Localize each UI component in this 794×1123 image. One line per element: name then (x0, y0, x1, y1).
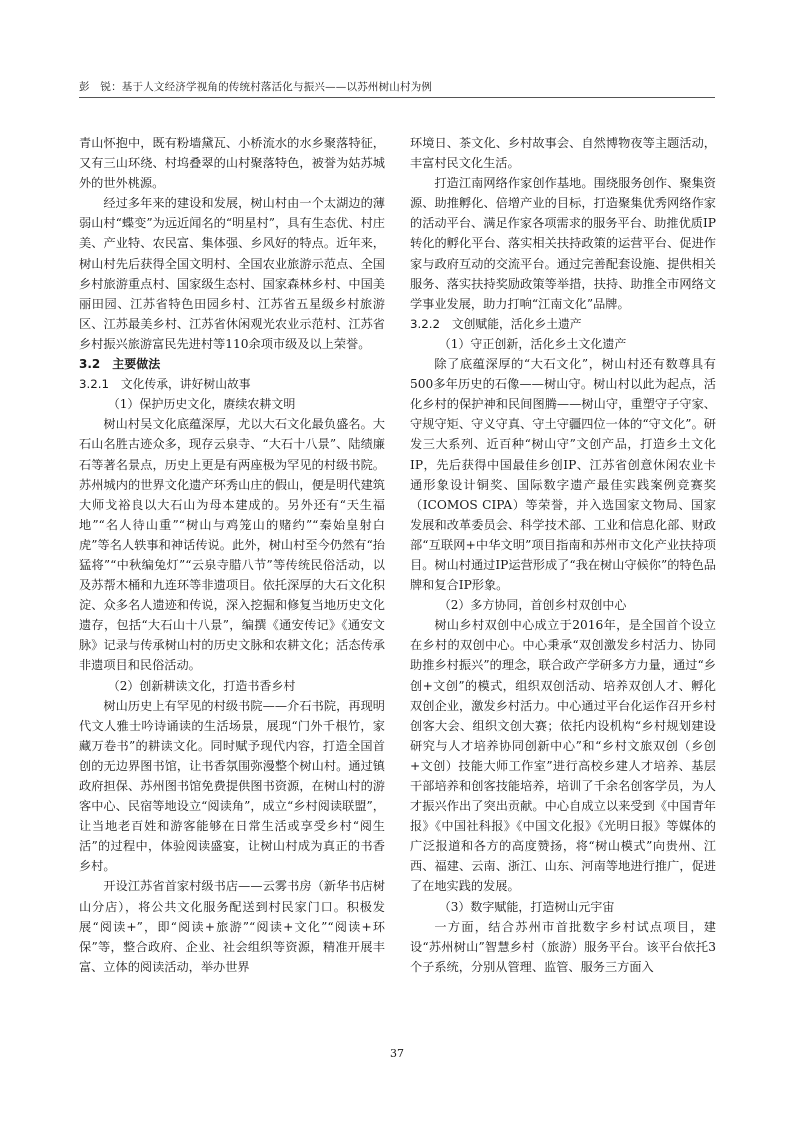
right-column (410, 133, 716, 977)
header-divider (79, 97, 715, 98)
paragraph: 一方面，结合苏州市首批数字乡村试点项目，建设“苏州树山”智慧乡村（旅游）服务平台。该平台依托3个子系统，分别从管理、监管、服务三方面入 (410, 919, 716, 974)
paragraph: 树山乡村双创中心成立于2016年，是全国首个设立在乡村的双创中心。中心秉承“双创激发乡村活力、协同助推乡村振兴”的理念，联合政产学研多方力量，通过“乡创+文创”的模式，组织双创活动、培养双创人才、孵化双创企业，激发乡村活力。中心通过平台化运作召开乡村创客大会、组织文创大赛；依托内设机构“乡村规划建设研究与人才培养协同创新中心”和“乡村文旅双创（乡创+文创）技能大师工作室”进行高校乡建人才培养、基层干部培养和创客技能培养，培训了千余名创客学员，为人才振兴作出了突出贡献。中心自成立以来受到《中国青年报》《中国社科报》《中国文化报》《光明日报》等媒体的广泛报道和各方的高度赞扬，将“树山模式”向贵州、江西、福建、云南、浙江、山东、河南等地进行推广，促进了在地实践的发展。 (410, 618, 716, 894)
subsection-heading: 3.2.2 文创赋能，活化乡土遗产 (410, 316, 582, 331)
page-number: 37 (390, 1047, 404, 1060)
item-heading: （1）守正创新，活化乡土文化遗产 (438, 336, 627, 351)
paragraph: 青山怀抱中，既有粉墙黛瓦、小桥流水的水乡聚落特征，又有三山环绕、村坞叠翠的山村聚落特色，被誉为姑苏城外的世外桃源。 (79, 136, 385, 191)
section-heading: 3.2 主要做法 (79, 357, 161, 372)
running-header: 彭 锐：基于人文经济学视角的传统村落活化与振兴——以苏州树山村为例 (79, 81, 433, 93)
paragraph: 开设江苏省首家村级书店——云雾书房（新华书店树山分店），将公共文化服务配送到村民家门口。积极发展“阅读+”，即“阅读+旅游”“阅读+文化”“阅读+环保”等，整合政府、企业、社会组织等资源，精准开展丰富、立体的阅读活动，举办世界 (79, 879, 385, 974)
paragraph: 树山村吴文化底蕴深厚，尤以大石文化最负盛名。大石山名胜古迹众多，现存云泉寺、“大石十八景”、陆绩廉石等著名景点，历史上更是有两座极为罕见的村级书院。苏州城内的世界文化遗产环秀山庄的假山，便是明代建筑大师戈裕良以大石山为母本建成的。另外还有“天生福地”“名人待山重”“树山与鸡笼山的赌约”“秦始皇射白虎”等名人轶事和神话传说。此外，树山村至今仍然有“抬猛将”“中秋编兔灯”“云泉寺腊八节”等传统民俗活动，以及苏帮木桶和九连环等非遗项目。依托深厚的大石文化积淀、众多名人遗迹和传说，深入挖掘和修复当地历史文化遗存，包括“大石山十八景”，编撰《通安传记》《通安文脉》记录与传承树山村的历史文脉和农耕文化；活态传承非遗项目和民俗活动。 (79, 417, 385, 673)
paragraph: 除了底蕴深厚的“大石文化”，树山村还有数尊具有500多年历史的石像——树山守。树山村以此为起点，活化乡村的保护神和民间图腾——树山守，重塑守子守家、守规守矩、守义守真、守土守疆四位一体的“守文化”。研发三大系列、近百种“树山守”文创产品，打造乡土文化IP，先后获得中国最佳乡创IP、江苏省创意休闲农业卡通形象设计铜奖、国际数字遗产最佳实践案例竞赛奖（ICOMOS CIPA）等荣誉，并入选国家文物局、国家发展和改革委员会、科学技术部、工业和信息化部、财政部“互联网+中华文明”项目指南和苏州市文化产业扶持项目。树山村通过IP运营形成了“我在树山守候你”的特色品牌和复合IP形象。 (410, 357, 716, 593)
paragraph: 环境日、茶文化、乡村故事会、自然博物夜等主题活动，丰富村民文化生活。 (410, 136, 716, 171)
left-column (79, 133, 385, 977)
paragraph: 经过多年来的建设和发展，树山村由一个太湖边的薄弱山村“蝶变”为远近闻名的“明星村”，具有生态优、村庄美、产业特、农民富、集体强、乡风好的特点。近年来，树山村先后获得全国文明村、全国农业旅游示范点、全国乡村旅游重点村、国家级生态村、国家森林乡村、中国美丽田园、江苏省特色田园乡村、江苏省五星级乡村旅游区、江苏最美乡村、江苏省休闲观光农业示范村、江苏省乡村振兴旅游富民先进村等110余项市级及以上荣誉。 (79, 196, 385, 351)
subsection-heading: 3.2.1 文化传承，讲好树山故事 (79, 377, 251, 392)
paragraph: 树山历史上有罕见的村级书院——介石书院，再现明代文人雅士吟诗诵读的生活场景，展现“门外千根竹，家藏万卷书”的耕读文化。同时赋予现代内容，打造全国首创的无边界图书馆，让书香氛围弥漫整个树山村。通过镇政府担保、苏州图书馆免费提供图书资源，在树山村的游客中心、民宿等地设立“阅读角”，成立“乡村阅读联盟”，让当地老百姓和游客能够在日常生活或享受乡村“阅生活”的过程中，体验阅读盛宴，让树山村成为真正的书香乡村。 (79, 698, 385, 874)
item-heading: （2）创新耕读文化，打造书香乡村 (107, 678, 296, 693)
item-heading: （3）数字赋能，打造树山元宇宙 (438, 899, 615, 914)
item-heading: （2）多方协同，首创乡村双创中心 (438, 598, 627, 613)
item-heading: （1）保护历史文化，赓续农耕文明 (107, 397, 296, 412)
paragraph: 打造江南网络作家创作基地。围绕服务创作、聚集资源、助推孵化、倍增产业的目标，打造聚集优秀网络作家的活动平台、满足作家各项需求的服务平台、助推优质IP转化的孵化平台、落实相关扶持政策的运营平台、促进作家与政府互动的交流平台。通过完善配套设施、提供相关服务、落实扶持奖励政策等举措，扶持、助推全市网络文学事业发展，助力打响“江南文化”品牌。 (410, 176, 716, 311)
